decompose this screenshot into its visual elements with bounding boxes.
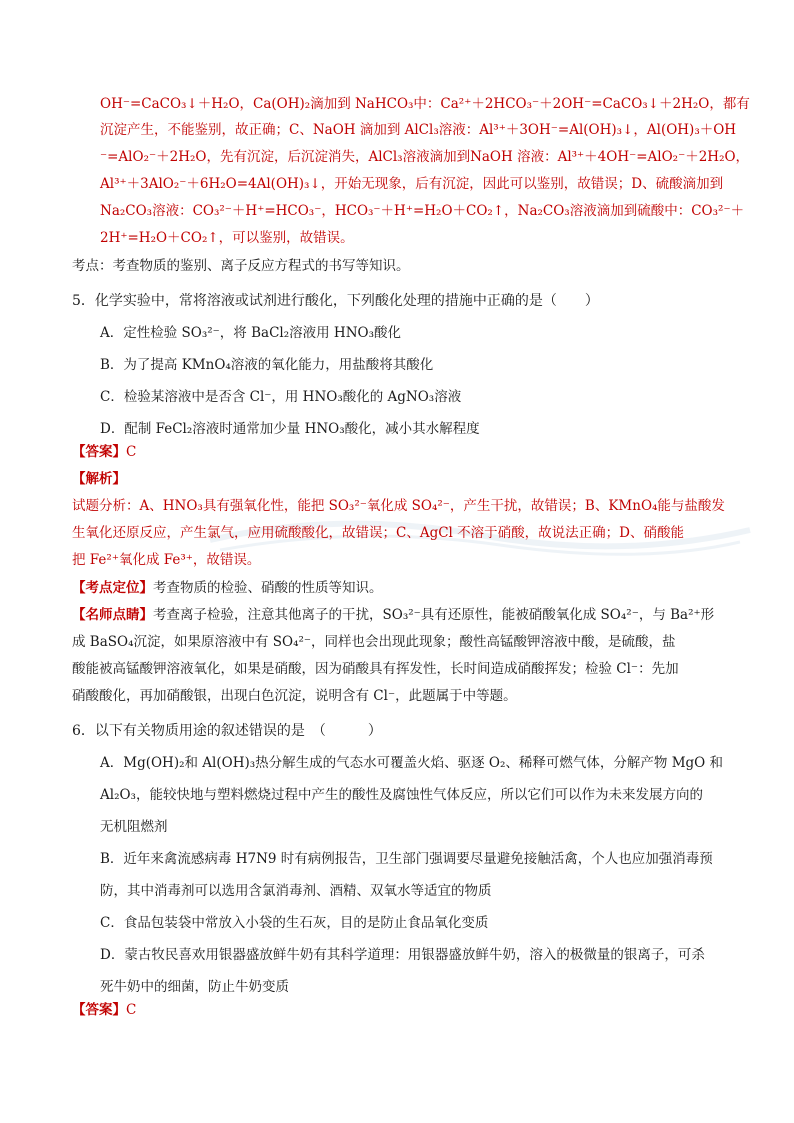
q6-option-d-line: D．蒙古牧民喜欢用银器盛放鲜牛奶有其科学道理：用银器盛放鲜牛奶，溶入的极微量的银离子，可杀	[100, 947, 705, 963]
prev-analysis-line: 沉淀产生，不能鉴别，故正确；C、NaOH 滴加到 AlCl₃溶液：Al³⁺＋3OH⁻=Al(OH)₃↓，Al(OH)₃＋OH	[100, 122, 737, 138]
q6-option-b-line: 防，其中消毒剂可以选用含氯消毒剂、酒精、双氧水等适宜的物质	[100, 883, 492, 899]
q5-jiexi-heading	[72, 469, 126, 489]
q5-stem: 5．化学实验中，常将溶液或试剂进行酸化，下列酸化处理的措施中正确的是（ ）	[72, 293, 599, 309]
q5-analysis-line: 试题分析：A、HNO₃具有强氧化性，能把 SO₃²⁻氧化成 SO₄²⁻，产生干扰，故错误；B、KMnO₄能与盐酸发	[72, 498, 725, 514]
q5-answer	[72, 442, 136, 462]
q6-option-d-line: 死牛奶中的细菌，防止牛奶变质	[100, 979, 289, 995]
q6-answer	[72, 1000, 136, 1020]
q5-mingshi-line: 硝酸酸化，再加硝酸银，出现白色沉淀，说明含有 Cl⁻，此题属于中等题。	[72, 688, 517, 704]
q5-kaodian-text: 考查物质的检验、硝酸的性质等知识。	[153, 580, 383, 596]
q6-option-b-line: B．近年来禽流感病毒 H7N9 时有病例报告，卫生部门强调要尽量避免接触活禽，个人也应加强消毒预	[100, 851, 713, 867]
q5-mingshi-line: 酸能被高锰酸钾溶液氧化，如果是硝酸，因为硝酸具有挥发性，长时间造成硝酸挥发；检验 Cl⁻：先加	[72, 661, 679, 677]
q5-mingshi-line: 成 BaSO₄沉淀，如果原溶液中有 SO₄²⁻，同样也会出现此现象；酸性高锰酸钾溶液中酸，是硫酸，盐	[72, 634, 676, 650]
q5-option-a: A．定性检验 SO₃²⁻，将 BaCl₂溶液用 HNO₃酸化	[100, 325, 401, 341]
q5-kaodian	[72, 578, 383, 598]
prev-analysis-line: ⁻=AlO₂⁻＋2H₂O，先有沉淀，后沉淀消失，AlCl₃溶液滴加到NaOH 溶液：Al³⁺＋4OH⁻=AlO₂⁻＋2H₂O，	[100, 149, 750, 165]
q5-analysis-line: 把 Fe²⁺氧化成 Fe³⁺，故错误。	[72, 552, 261, 568]
q5-mingshi-label: 【名师点睛】	[72, 607, 153, 623]
q6-answer-value: C	[126, 1002, 137, 1018]
q6-option-a-line: Al₂O₃，能较快地与塑料燃烧过程中产生的酸性及腐蚀性气体反应，所以它们可以作为未来发展方向的	[100, 787, 703, 803]
q6-option-a-line: 无机阻燃剂	[100, 819, 168, 835]
q5-analysis-line: 生氧化还原反应，产生氯气，应用硫酸酸化，故错误；C、AgCl 不溶于硝酸，故说法正确；D、硝酸能	[72, 525, 684, 541]
q5-answer-value: C	[126, 444, 137, 460]
q5-mingshi-line	[72, 605, 714, 625]
q5-option-b: B．为了提高 KMnO₄溶液的氧化能力，用盐酸将其酸化	[100, 357, 434, 373]
prev-analysis-line: 2H⁺=H₂O＋CO₂↑，可以鉴别，故错误。	[100, 230, 354, 246]
q5-option-c: C．检验某溶液中是否含 Cl⁻，用 HNO₃酸化的 AgNO₃溶液	[100, 389, 462, 405]
prev-analysis-line: OH⁻=CaCO₃↓＋H₂O，Ca(OH)₂滴加到 NaHCO₃中：Ca²⁺＋2HCO₃⁻＋2OH⁻=CaCO₃↓＋2H₂O，都有	[100, 96, 750, 112]
q5-option-d: D．配制 FeCl₂溶液时通常加少量 HNO₃酸化，减小其水解程度	[100, 421, 480, 437]
q5-kaodian-label: 【考点定位】	[72, 580, 153, 596]
q5-answer-label: 【答案】	[72, 444, 126, 460]
prev-analysis-line: Al³⁺＋3AlO₂⁻＋6H₂O=4Al(OH)₃↓，开始无现象，后有沉淀，因此可以鉴别，故错误；D、硫酸滴加到	[100, 176, 724, 192]
q6-option-c: C．食品包装袋中常放入小袋的生石灰，目的是防止食品氧化变质	[100, 915, 489, 931]
prev-kaodian: 考点：考查物质的鉴别、离子反应方程式的书写等知识。	[72, 258, 410, 274]
q6-answer-label: 【答案】	[72, 1002, 126, 1018]
q5-jiexi-label: 【解析】	[72, 471, 126, 487]
q6-stem: 6．以下有关物质用途的叙述错误的是 （ ）	[72, 723, 382, 739]
q6-option-a-line: A．Mg(OH)₂和 Al(OH)₃热分解生成的气态水可覆盖火焰、驱逐 O₂、稀释可燃气体，分解产物 MgO 和	[100, 755, 724, 771]
q5-mingshi-text: 考查离子检验，注意其他离子的干扰，SO₃²⁻具有还原性，能被硝酸氧化成 SO₄²⁻，与 Ba²⁺形	[153, 607, 715, 623]
prev-analysis-line: Na₂CO₃溶液：CO₃²⁻＋H⁺=HCO₃⁻，HCO₃⁻＋H⁺=H₂O＋CO₂↑，Na₂CO₃溶液滴加到硫酸中：CO₃²⁻＋	[100, 203, 745, 219]
